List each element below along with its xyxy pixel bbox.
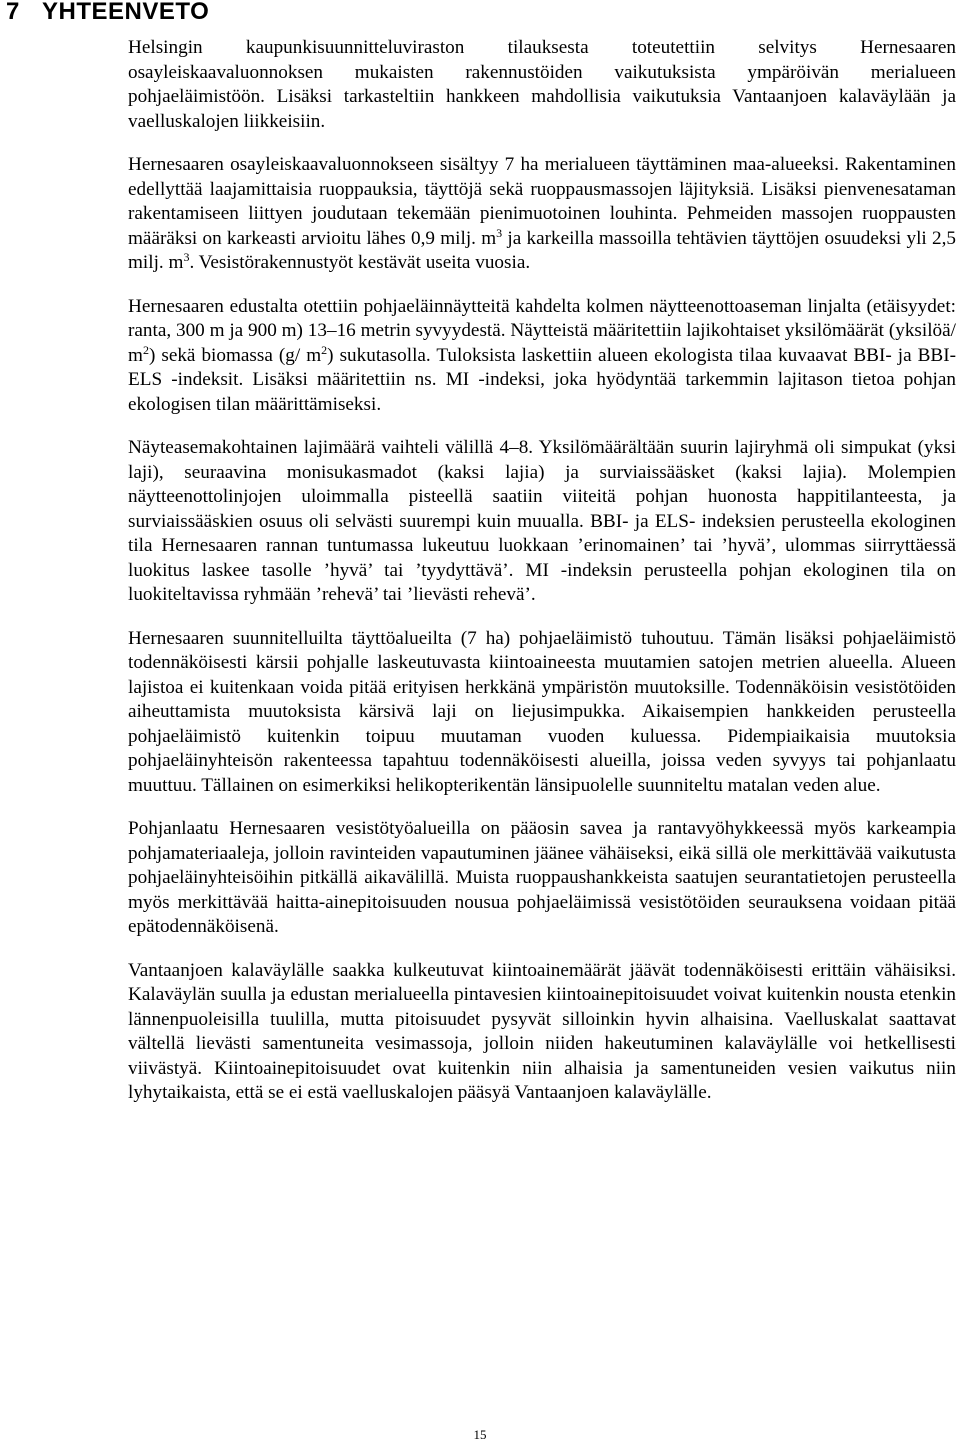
paragraph-3-text-1: Hernesaaren edustalta otettiin pohjaeläinnäytteitä kahdelta kolmen näytteenottoaseman linjalta (etäisyydet: ranta, 300 m ja 900 m) 13–16 metrin syvyydestä. Näytteistä määritettiin lajikohtaiset yksilömäärät (yksilöä/ m [128, 295, 956, 366]
paragraph-7: Vantaanjoen kalaväylälle saakka kulkeutuvat kiintoainemäärät jäävät todennäköisesti erittäin vähäisiksi. Kalaväylän suulla ja edustan merialueella pintavesien kiintoainepitoisuudet voivat kuitenkin nousta etenkin lännenpuoleisilla tuulilla, mutta pitoisuudet pysyvät silloinkin hyvin alhaisina. Vaelluskalat saattavat vältellä lievästi samentuneita vesimassoja, jolloin niiden hakeutuminen kalaväylälle voi hetkellisesti viivästyä. Kiintoainepitoisuudet ovat kuitenkin niin alhaisia ja samentuneiden vesien vaikutus niin lyhytaikaista, että se ei estä vaelluskalojen pääsyä Vantaanjoen kalaväylälle. [128, 959, 956, 1103]
cubic-superscript: 3 [496, 225, 503, 240]
section-number: 7 [6, 0, 20, 25]
paragraph-2 [128, 153, 956, 276]
page-number: 15 [473, 1427, 487, 1442]
paragraph-4: Näyteasemakohtainen lajimäärä vaihteli välillä 4–8. Yksilömäärältään suurin lajiryhmä oli simpukat (yksi laji), seuraavina monisukasmadot (kaksi lajia) ja surviaissääsket (kaksi lajia). Molempien näytteenottolinjojen uloimmalla pisteellä saatiin viiteitä pohjan huonosta happitilanteesta, ja surviaissääskien osuus oli selvästi suurempi kuin muualla. BBI- ja ELS- indeksien perusteella ekologinen tila Hernesaaren rannan tuntumassa lukeutuu luokkaan ’erinomainen’ tai ’hyvä’, ulommas siirryttäessä luokitus laskee tasolle ’hyvä’ tai ’tyydyttävä’. MI -indeksin perusteella pohjan ekologinen tila on luokiteltavissa ryhmään ’rehevä’ tai ’lievästi rehevä’. [128, 437, 956, 605]
paragraph-3 [128, 295, 956, 418]
paragraph-5: Hernesaaren suunnitelluilta täyttöalueilta (7 ha) pohjaeläimistö tuhoutuu. Tämän lisäksi pohjaeläimistö todennäköisesti kärsii pohjalle laskeutuvasta kiintoaineesta muutamien satojen metrien alueella. Alueen lajistoa ei kuitenkaan voida pitää erityisen herkkänä ympäristön muutoksille. Todennäköisin vesistötöiden aiheuttamista muutoksista kärsivä laji on liejusimpukka. Aikaisempien hankkeiden perusteella pohjaeläimistö kuitenkin toipuu muutaman vuoden kuluessa. Pidempiaikaisia muutoksia pohjaeläinyhteisön rakenteessa tapahtuu todennäköisesti alueilla, joissa veden syvyys tai pohjanlaatu muuttuu. Tällainen on esimerkiksi helikopterikentän länsipuolelle suunniteltu matalan veden alue. [128, 627, 956, 796]
section-heading [6, 0, 209, 26]
paragraph-2-text-1: Hernesaaren osayleiskaavaluonnokseen sisältyy 7 ha merialueen täyttäminen maa-alueeksi. Rakentaminen edellyttää laajamittaisia ruoppauksia, täyttöjä sekä ruoppausmassojen läjityksiä. Lisäksi pienvenesataman rakentamiseen liittyen joudutaan tekemään pienimuotoinen louhinta. Pehmeiden massojen ruoppausten määräksi on karkeasti arvioitu lähes 0,9 milj. m [128, 154, 956, 249]
cubic-superscript: 3 [183, 250, 190, 264]
paragraph-3-text-2: ) sekä biomassa (g/ m [148, 344, 322, 366]
paragraph-1: Helsingin kaupunkisuunnitteluviraston tilauksesta toteutettiin selvitys Hernesaaren osayleiskaavaluonnoksen mukaisten rakennustöiden vaikutuksista ympäröivän merialueen pohjaeläimistöön. Lisäksi tarkasteltiin hankkeen mahdollisia vaikutuksia Vantaanjoen kalaväylään ja vaelluskalojen liikkeisiin. [128, 37, 956, 132]
paragraph-3-text-3: ) sukutasolla. Tuloksista laskettiin alueen ekologista tilaa kuvaavat BBI- ja BBI-ELS -indeksit. Lisäksi määritettiin ns. MI -indeksi, joka hyödyntää tarkemmin lajitason tietoa pohjan ekologisen tilan määrittämiseksi. [128, 344, 956, 415]
paragraph-6: Pohjanlaatu Hernesaaren vesistötyöalueilla on pääosin savea ja rantavyöhykkeessä myös karkeampia pohjamateriaaleja, jolloin ravinteiden vapautuminen jäänee vähäiseksi, eikä sillä ole merkittävää vaikutusta pohjaeläinyhteisöihin pitkällä aikavälillä. Muista ruoppaushankkeista saatujen seurantatietojen perusteella myös merkittävää haitta-ainepitoisuuden nousua pohjaeläimissä vesistötöiden seurauksena voidaan pitää epätodennäköisenä. [128, 818, 956, 937]
square-superscript: 2 [142, 342, 149, 357]
section-title: YHTEENVETO [42, 0, 210, 25]
paragraph-2-text-3: . Vesistörakennustyöt kestävät useita vuosia. [189, 252, 531, 273]
paragraph-2-text-2: ja karkeilla massoilla tehtävien täyttöjen osuudeksi yli 2,5 milj. m [128, 227, 956, 273]
summary-body [128, 36, 956, 1125]
square-superscript: 2 [321, 342, 328, 357]
